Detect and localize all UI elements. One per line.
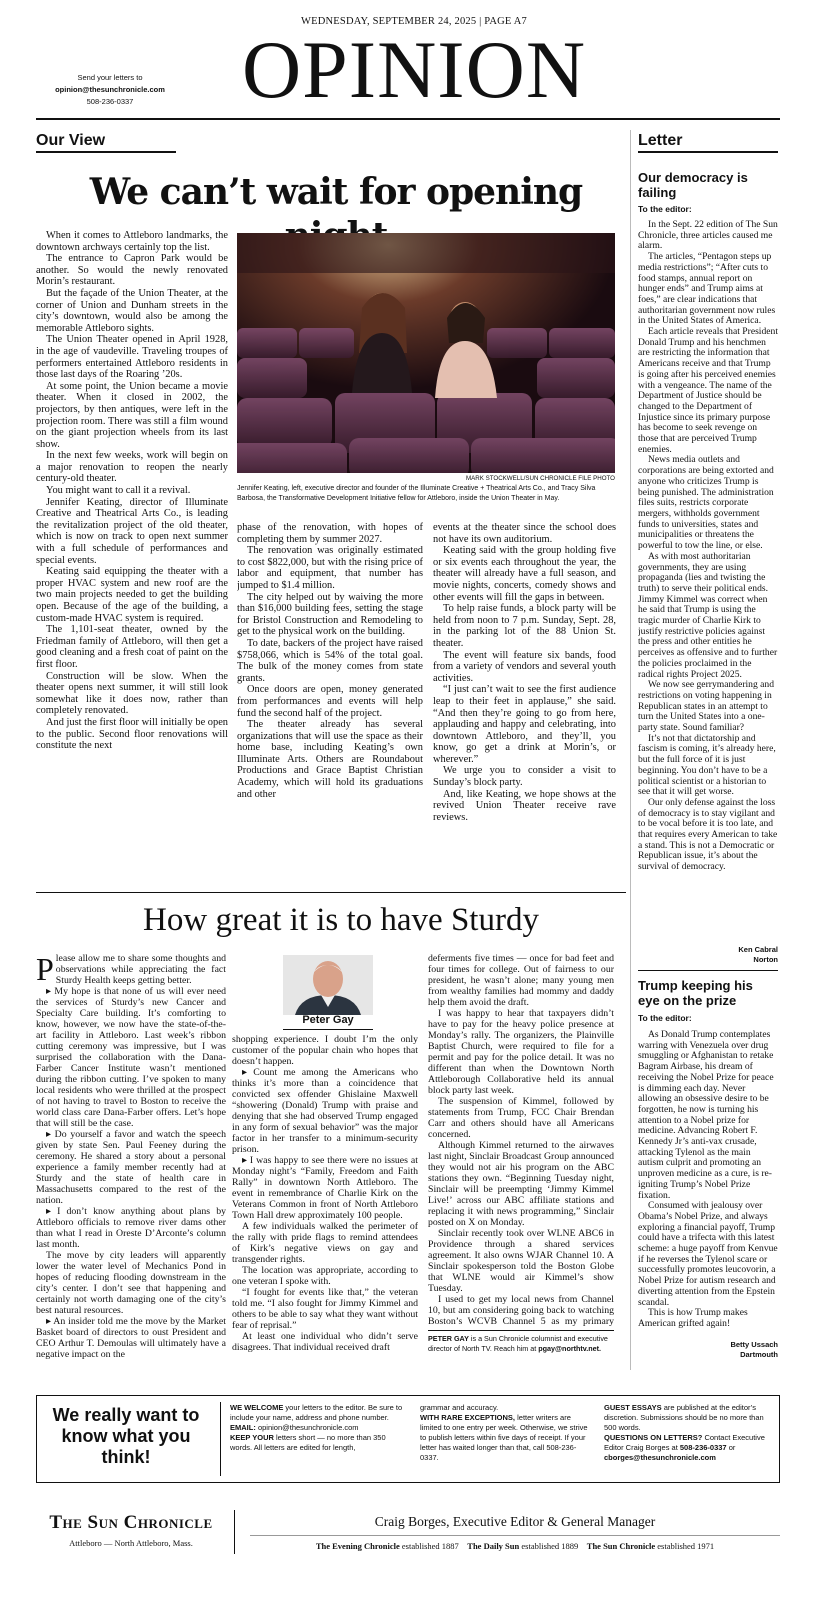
paragraph: To help raise funds, a block party will be held from noon to 7 p.m. Sunday, Sept. 28, in the parking lot of the 88 Union St. theater.: [433, 603, 616, 649]
paper-history-year: established 1889: [521, 1541, 579, 1551]
promo-text: We really want to know what you think!: [52, 1405, 200, 1467]
paragraph: As Donald Trump contemplates warring with Venezuela over drug smuggling or Afghanistan to retake Bagram Airbase, his dream of receiving the Nobel Prize for peace is dimming each day. Never allowing an obsessive desire to be forgotten, he now is turning his attention to a Nobel prize for medicine. Advancing Robert F. Kennedy Jr’s anti-vax crusade, attacking Tylenol as the main autism culprit and promoting an unproven medicine as a cure, is re-igniting Trump’s Nobel Prize fixation.: [638, 1030, 774, 1201]
paragraph: The theater already has several organizations that will use the space as their home base, including Keating’s own Illuminate Arts. Others are Roundabout Productions and Grace Baptist Christian Academy, which will hold its graduations and other: [237, 719, 423, 800]
paragraph: At some point, the Union became a movie theater. When it closed in 2002, the projectors, by then antiques, were left in the projection room. There was still a film wound on the giant projection wheels from its last show.: [36, 380, 228, 450]
welcome-text: your letters to the editor. Be sure to include your name, address and phone number.: [230, 1403, 403, 1422]
letter1-headline: Our democracy is failing: [638, 170, 748, 200]
paragraph: deferments five times — once for bad feet and four times for college. Out of fairness to our president, he wasn’t alone; many young men from wealthy families had mommy and daddy help them avoid the draft.: [428, 953, 614, 1008]
paragraph: events at the theater since the school does not have its own auditorium.: [433, 522, 616, 545]
paragraph: The entrance to Capron Park would be another. So would the newly renovated Morin’s restaurant.: [36, 253, 228, 288]
paragraph: ▸ Do yourself a favor and watch the speech given by state Sen. Paul Feeney during the ceremony. He shared a story about a personal experience a family member recently had at Sturdy and the state of health care in Massachusetts compared to the rest of the nation.: [36, 1129, 226, 1206]
paragraph: It’s not that dictatorship and fascism is coming, it’s already here, but the full force of it is just beginning. You don’t have to be a political scientist or a historian to see that it will get worse.: [638, 732, 776, 798]
column-text-3: [428, 953, 614, 1328]
letter-divider: [638, 970, 778, 971]
paper-history-name: The Sun Chronicle: [586, 1541, 656, 1551]
paragraph: News media outlets and corporations are being extorted and anyone who criticizes Trump is being punished. The administration files suits, restricts corporate mergers, withholds government funds to universities, states and municipalities or threatens the powerful to tow the line, or else.: [638, 454, 774, 552]
letter1-body: [638, 220, 778, 945]
author-photo: [283, 955, 373, 1015]
guest-lead: GUEST ESSAYS: [604, 1403, 662, 1412]
paragraph: In the next few weeks, work will begin on a major renovation to reopen the nearly century-old theater.: [36, 450, 228, 485]
paragraph: At least one individual who didn’t serve disagrees. That individual received draft: [232, 1331, 418, 1353]
paragraph: We urge you to consider a visit to Sunday’s block party.: [433, 765, 616, 789]
photo-caption: Jennifer Keating, left, executive director and founder of the Illuminate Creative + Theatrical Arts Co., and Tracy Silva Barbosa, the Transformative Development Initiative fellow for Attleboro, inside the Union Theater in May.: [237, 485, 596, 502]
paragraph: This is how Trump makes American grifted again!: [638, 1307, 748, 1329]
rare-lead: WITH RARE EXCEPTIONS,: [420, 1413, 516, 1422]
paragraph: Once doors are open, money generated from performances and events will help fund the second half of the project.: [237, 684, 423, 719]
paragraph: Keating said with the group holding five or six events each throughout the year, the theater will already have a full season, and movie nights, concerts, comedy shows and other events will fill the gaps in between.: [433, 545, 616, 603]
paper-location: Attleboro — North Attleboro, Mass.: [69, 1538, 193, 1548]
paragraph: The city helped out by waiving the more than $16,000 building fees, setting the stage for Bristol Construction and Remodeling to get to the physical work on the building.: [237, 591, 423, 638]
paragraph: I was happy to hear that taxpayers didn’t have to pay for the heavy police presence at Monday’s rally. The organizers, the Plainville Baptist Church, were required to file for a permit and pay for the police detail. It was no different than when the Downtown North Attleborough Collaborative held its annual block party last week.: [428, 1008, 614, 1096]
paper-history-name: The Evening Chronicle: [315, 1541, 400, 1551]
dateline: WEDNESDAY, SEPTEMBER 24, 2025 | PAGE A7: [301, 16, 527, 27]
our-view-headline: We can’t wait for opening: [89, 171, 583, 213]
established-line: [250, 1541, 780, 1551]
paragraph: [36, 953, 226, 986]
paragraph: The event will feature six bands, food from a variety of vendors and several youth activities.: [433, 649, 616, 684]
paragraph: Our only defense against the loss of democracy is to stay vigilant and to be vocal before it is too late, and that requires every American to take a stand. This is not a Democratic or Republican issue, it’s about the survival of democracy.: [638, 796, 778, 873]
masthead-rule: [36, 118, 780, 120]
signature-name: Betty Ussach: [730, 1340, 778, 1349]
author-name: Peter Gay: [283, 1014, 373, 1030]
letter2-salutation: To the editor:: [638, 1013, 692, 1023]
rare-text: letter writers are limited to one entry per week. Otherwise, we strive to publish letters within five days of receipt. If your letter has waited longer than that, call 508-236-0337.: [420, 1413, 588, 1462]
footer-rule: [250, 1535, 780, 1536]
info-col-1: [230, 1403, 408, 1453]
send-phone: 508-236-0337: [86, 97, 134, 106]
keep-text: letters short — no more than 350 words. All letters are edited for length,: [230, 1433, 386, 1452]
signature-name: Ken Cabral: [738, 945, 778, 954]
our-view-column-1: [36, 230, 228, 885]
letter-section-label: Letter: [638, 132, 778, 153]
bio-email[interactable]: pgay@northtv.net.: [538, 1343, 602, 1353]
paragraph: “I just can’t wait to see the first audience leap to their feet in applause,” she said. “And then they’re going to go from here, applauding and happy and celebrating, into downtown Attleboro, and they’ll, you know, go get a drink at Morin’s, or wherever.”: [433, 684, 616, 765]
paragraph: And just the first floor will initially be open to the public. Second floor renovations will constitute the next: [36, 716, 228, 752]
column-headline: How great it is to have Sturdy: [143, 902, 539, 938]
keep-lead: KEEP YOUR: [230, 1433, 274, 1442]
signature-town: Dartmouth: [740, 1350, 778, 1359]
paragraph: ▸ An insider told me the move by the Market Basket board of directors to oust President and CEO Arthur T. Demoulas will ultimately have a negative impact on the: [36, 1316, 226, 1360]
paragraph: Although Kimmel returned to the airwaves last night, Sinclair Broadcast Group announced they would not air his program on the ABC stations they own. “Beginning Tuesday night, Sinclair will be preempting ‘Jimmy Kimmel Live!’ across our ABC affiliate stations and replacing it with news programming,” Sinclair posted on X on Monday.: [428, 1140, 614, 1228]
paragraph: The articles, “Pentagon steps up media restrictions”; “After cuts to food stamps, annual report on hunger ends” and Trump aims at foes,” are clear indications that authoritarian government now rules in the United States of America.: [638, 251, 776, 327]
paragraph: Keating said equipping the theater with a proper HVAC system and new roof are the two main projects needed to get the building open. Because of the age of the building, a custom-made HVAC system is required.: [36, 566, 228, 624]
letter1-salutation: To the editor:: [638, 204, 692, 214]
paragraph: In the Sept. 22 edition of The Sun Chronicle, three articles caused me alarm.: [638, 220, 778, 252]
theater-photo: [237, 233, 615, 473]
questions-email[interactable]: cborges@thesunchronicle.com: [604, 1453, 716, 1462]
letter2-headline: Trump keeping his eye on the prize: [638, 978, 753, 1008]
paragraph: Sinclair recently took over WLNE ABC6 in Providence through a shared services agreement. It also owns WJAR Channel 10. A Sinclair spokesperson told the Boston Globe that WLNE would air Kimmel’s show Tuesday.: [428, 1228, 614, 1294]
paragraph: “I fought for events like that,” the veteran told me. “I also fought for Jimmy Kimmel and others to be able to say what they want without fear of reprisal.”: [232, 1287, 418, 1331]
our-view-column-2: [237, 522, 423, 887]
editor-line: Craig Borges, Executive Editor & General Manager: [374, 1514, 656, 1529]
bio-text: is a Sun Chronicle columnist and executive director of North TV. Reach him at: [428, 1334, 608, 1353]
paragraph: Jennifer Keating, director of Illuminate Creative and Theatrical Arts Co., is leading the revitalization project of the old theater, which is now on track to open next summer with a full schedule of performances and special events.: [36, 496, 228, 566]
footer-divider: [234, 1510, 235, 1554]
our-view-label: Our View: [36, 132, 176, 153]
send-letters-box: [40, 72, 180, 108]
paragraph: ▸ Count me among the Americans who thinks it’s more than a coincidence that convicted sex offender Ghislaine Maxwell “showering (Donald) Trump with praise and denying that she had observed Trump engaged in any form of sexual behavior” was the major factor in her transfer to a minimum-security prison.: [232, 1067, 418, 1155]
send-line: Send your letters to: [77, 73, 143, 82]
paragraph: Consumed with jealousy over Obama’s Nobel Prize, and always exploring a financial payoff, Trump could have a trifecta with this latest scheme: a huge payoff from Kenvue if he reverses the Tylenol scare or successfully promotes leucovorin, a Nobel Prize for autism research and diverting attention from the Epstein scandal.: [638, 1200, 778, 1308]
paragraph: shopping experience. I doubt I’m the only customer of the popular chain who hopes that doesn’t happen.: [232, 1034, 418, 1067]
paragraph: The renovation was originally estimated to cost $822,000, but with the rising price of labor and equipment, that number has jumped to $1.4 million.: [237, 545, 423, 591]
paragraph: But the façade of the Union Theater, at the corner of Union and Dunham streets in the city’s downtown, would also be among the memorable Attleboro sights.: [36, 287, 228, 334]
paragraph: As with most authoritarian governments, they are using propaganda (lies and twisting the truth) to serve their political ends. Jimmy Kimmel was correct when he said that Trump is using the tragic murder of Charlie Kirk to justify restrictive policies against the press and other entities he perceives as offensive and to further the policies proclaimed in the radical rights Project 2025.: [638, 550, 778, 680]
drop-cap: P: [36, 953, 54, 987]
paragraph: A few individuals walked the perimeter of the rally with pride flags to remind attendees of Kirk’s negative views on gay and transgender rights.: [232, 1221, 418, 1265]
paragraph: When it comes to Attleboro landmarks, the downtown archways certainly top the list.: [36, 230, 228, 253]
grammar-text: grammar and accuracy.: [420, 1403, 499, 1412]
info-col-3: [604, 1403, 774, 1463]
letter2-signature: [638, 1340, 778, 1360]
paragraph: I used to get my local news from Channel 10, but am considering going back to watching Boston’s WCVB Channel 5 as my primary: [428, 1294, 614, 1327]
paragraph: ▸ My hope is that none of us will ever need the services of Sturdy’s new Cancer and Specialty Care building. It’s comforting to know, however, we now have the state-of-the-art facility in Attleboro. Last week’s ribbon cutting ceremony was impressive, but I was surprised the collaboration with the Dana-Farber Cancer Institute wasn’t mentioned during the ribbon cutting. I’ve spoken to many local residents who were thrilled at the prospect of not having to travel to Boston to receive the world class care Dana-Farber offers. Let’s hope that will still be the case.: [36, 986, 226, 1129]
send-email[interactable]: opinion@thesunchronicle.com: [55, 85, 165, 94]
letters-divider: [630, 130, 631, 1370]
photo-credit: MARK STOCKWELL/SUN CHRONICLE FILE PHOTO: [466, 475, 615, 482]
signature-town: Norton: [753, 955, 778, 964]
paragraph: The 1,101-seat theater, owned by the Friedman family of Attleboro, will then get a good cleaning and a fresh coat of paint on the first floor.: [36, 624, 228, 670]
paragraph: The move by city leaders will apparently lower the water level of Mechanics Pond in hopes of reducing flooding downstream in the city’s center. I don’t see that happening and certainly not worth damaging one of the city’s best natural resources.: [36, 1250, 226, 1316]
paragraph: ▸ I don’t know anything about plans by Attleboro officials to remove river dams other than what I read in Oreste D’Arconte’s column last month.: [36, 1206, 226, 1250]
paragraph-text: lease allow me to share some thoughts and observations while appreciating the fact Sturdy Health keeps getting better.: [55, 953, 226, 986]
column-text-1: [36, 953, 226, 1368]
paper-history-name: The Daily Sun: [467, 1541, 520, 1551]
paragraph: Construction will be slow. When the theater opens next summer, it will still look somewhat like it does now, rather than completely renovated.: [36, 670, 228, 717]
info-divider: [220, 1402, 221, 1476]
section-divider: [36, 892, 626, 893]
paragraph: Each article reveals that President Donald Trump and his henchmen are restricting the information that Americans receive and that Trump is going after his perceived enemies with a vengeance. The name of the Department of Justice should be changed to the Department of Injustice since its primary purpose has become to seek revenge on those that are perceived Trump enemies.: [638, 326, 778, 455]
paragraph: phase of the renovation, with hopes of completing them by summer 2027.: [237, 522, 423, 545]
questions-or: or: [728, 1443, 736, 1452]
letter2-body: [638, 1030, 778, 1335]
questions-lead: QUESTIONS ON LETTERS?: [604, 1433, 703, 1442]
paragraph: The location was appropriate, according to one veteran I spoke with.: [232, 1265, 418, 1287]
paragraph: ▸ I was happy to see there were no issues at Monday night’s “Family, Freedom and Faith Rally” in downtown North Attleboro. The event in remembrance of Charlie Kirk on the Veterans Common in front of North Attleboro Town Hall drew approximately 100 people.: [232, 1155, 418, 1221]
paragraph: The suspension of Kimmel, followed by statements from Trump, FCC Chair Brendan Carr and others should have all Americans concerned.: [428, 1096, 614, 1140]
paragraph: The Union Theater opened in April 1928, in the age of vaudeville. Traveling troupes of performers entertained Attleboro residents in those last days of the Roaring ’20s.: [36, 334, 228, 381]
guest-text: are published at the editor’s discretion. Submissions should be no more than 500 words.: [604, 1403, 764, 1432]
paper-name: The Sun Chronicle: [49, 1512, 213, 1533]
bio-name: PETER GAY: [428, 1334, 469, 1343]
paragraph: We now see gerrymandering and restrictions on voting happening in Republican states in an attempt to turn the United States into a one-party state. Sound familiar?: [638, 679, 775, 734]
welcome-lead: WE WELCOME: [230, 1403, 284, 1412]
bio-rule: [428, 1330, 614, 1331]
paragraph: And, like Keating, we hope shows at the revived Union Theater receive rave reviews.: [433, 788, 616, 823]
email-link[interactable]: opinion@thesunchronicle.com: [257, 1423, 359, 1432]
theater-photo-image: [237, 233, 615, 473]
questions-text: Contact Executive Editor Craig Borges at: [604, 1433, 765, 1452]
page-masthead: OPINION: [241, 24, 587, 115]
our-view-column-3: [433, 522, 616, 887]
paper-history-year: established 1971: [657, 1541, 715, 1551]
paragraph: To date, backers of the project have raised $758,066, which is 54% of the total goal. The bulk of the money comes from state grants.: [237, 637, 423, 684]
paper-history-year: established 1887: [401, 1541, 459, 1551]
paragraph: You might want to call it a revival.: [46, 485, 191, 497]
author-bio: [428, 1334, 613, 1353]
letter1-signature: [638, 945, 778, 965]
column-text-2: [232, 1034, 418, 1369]
email-lead: EMAIL:: [230, 1423, 256, 1432]
info-col-2: [420, 1403, 592, 1463]
questions-phone: 508-236-0337: [679, 1443, 727, 1452]
